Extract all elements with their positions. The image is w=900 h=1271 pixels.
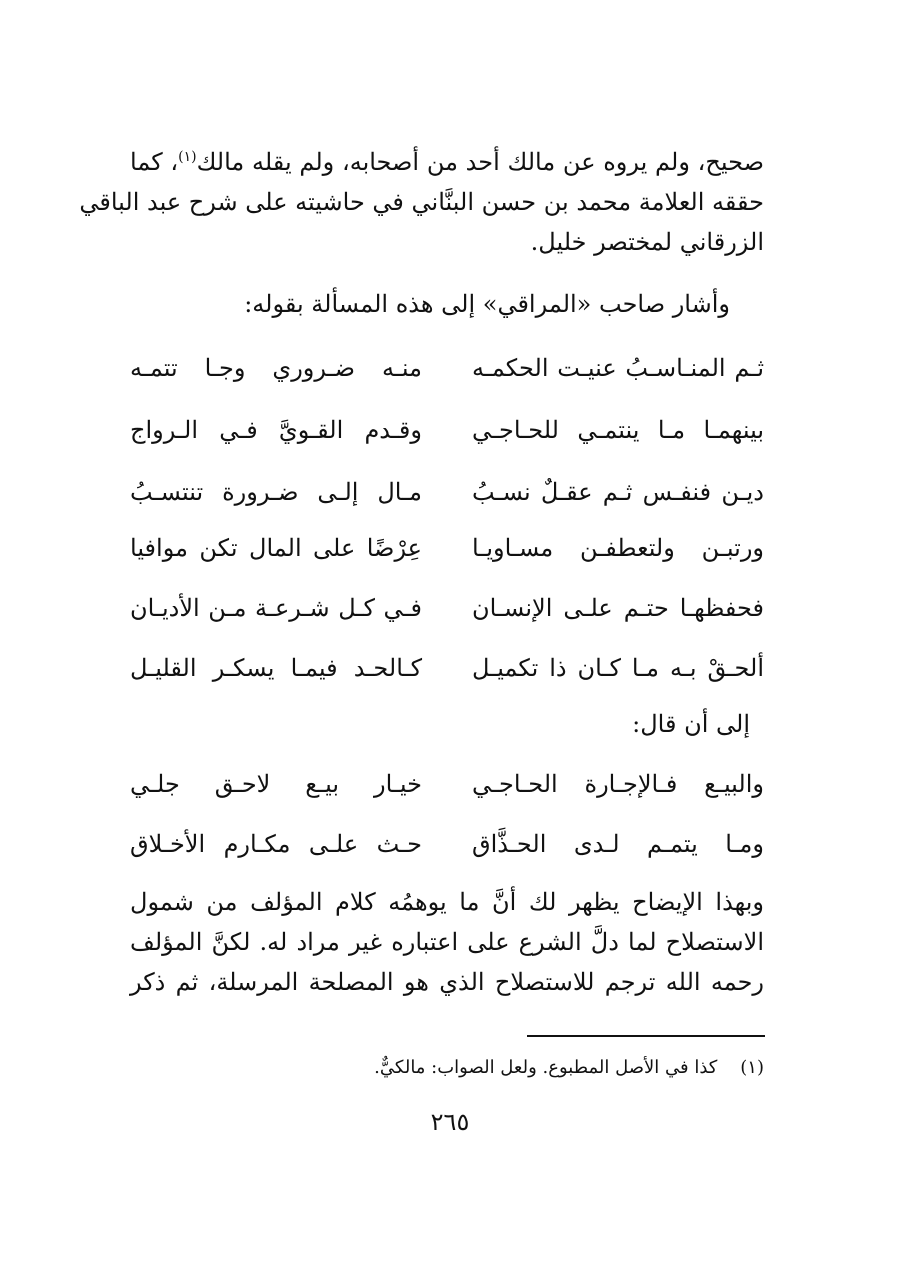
verse-first-hemistich: ألحـقْ بـه مـا كـان ذا تكميـل (472, 654, 764, 682)
paragraph-line: الزرقاني لمختصر خليل. (530, 228, 764, 256)
verse-second-hemistich: حـث علـى مكـارم الأخـلاق (130, 830, 422, 858)
page-number: ٢٦٥ (430, 1108, 470, 1136)
verse-second-hemistich: كـالحـد فيمـا يسكـر القليـل (130, 654, 422, 682)
paragraph-text: صحيح، ولم يروه عن مالك أحد من أصحابه، ولم يقله مالك (196, 148, 764, 176)
verse-row (130, 348, 764, 388)
verse-row (130, 648, 764, 688)
paragraph-line: الاستصلاح لما دلَّ الشرع على اعتباره غير مراد له. لكنَّ المؤلف (130, 928, 764, 956)
verse-row (130, 824, 764, 864)
paragraph-line: حققه العلامة محمد بن حسن البنَّاني في حاشيته على شرح عبد الباقي (79, 188, 764, 216)
verse-second-hemistich: فـي كـل شـرعـة مـن الأديـان (130, 594, 422, 622)
verse-first-hemistich: ديـن فنفـس ثـم عقـلٌ نسـبُ (472, 478, 764, 506)
verse-row (130, 764, 764, 804)
footnote (300, 1052, 764, 1084)
verse-second-hemistich: مـال إلـى ضـرورة تنتسـبُ (130, 478, 422, 506)
verse-first-hemistich: ورتبـن ولتعطفـن مسـاويـا (472, 534, 764, 562)
verse-first-hemistich: ومـا يتمـم لـدى الحـذَّاق (472, 830, 764, 858)
footnote-text: كذا في الأصل المطبوع. ولعل الصواب: مالكيٌّ. (374, 1057, 718, 1078)
footnote-marker: (١) (740, 1057, 764, 1078)
verse-first-hemistich: ثـم المنـاسـبُ عنيـت الحكمـه (472, 354, 764, 382)
paragraph-line: وبهذا الإيضاح يظهر لك أنَّ ما يوهمُه كلام المؤلف من شمول (130, 888, 764, 916)
transition-line: إلى أن قال: (632, 710, 750, 738)
verse-second-hemistich: عِرْضًا على المال تكن موافيا (130, 534, 422, 562)
footnote-reference[interactable]: (١) (178, 149, 197, 165)
verse-second-hemistich: وقـدم القـويَّ فـي الـرواج (130, 416, 422, 444)
verse-first-hemistich: بينهمـا مـا ينتمـي للحـاجـي (472, 416, 764, 444)
verse-first-hemistich: فحفظهـا حتـم علـى الإنسـان (472, 594, 764, 622)
verse-row (130, 472, 764, 512)
verse-second-hemistich: منـه ضـروري وجـا تتمـه (130, 354, 422, 382)
verse-second-hemistich: خيـار بيـع لاحـق جلـي (130, 770, 422, 798)
footnote-separator (527, 1035, 765, 1037)
verse-row (130, 588, 764, 628)
paragraph-line (130, 142, 764, 182)
paragraph-line: رحمه الله ترجم للاستصلاح الذي هو المصلحة المرسلة، ثم ذكر (130, 968, 764, 996)
paragraph-text: ، كما (130, 148, 179, 176)
verse-row (130, 528, 764, 568)
intro-line: وأشار صاحب «المراقي» إلى هذه المسألة بقوله: (244, 290, 730, 318)
verse-row (130, 410, 764, 450)
verse-first-hemistich: والبيـع فـالإجـارة الحـاجـي (472, 770, 764, 798)
